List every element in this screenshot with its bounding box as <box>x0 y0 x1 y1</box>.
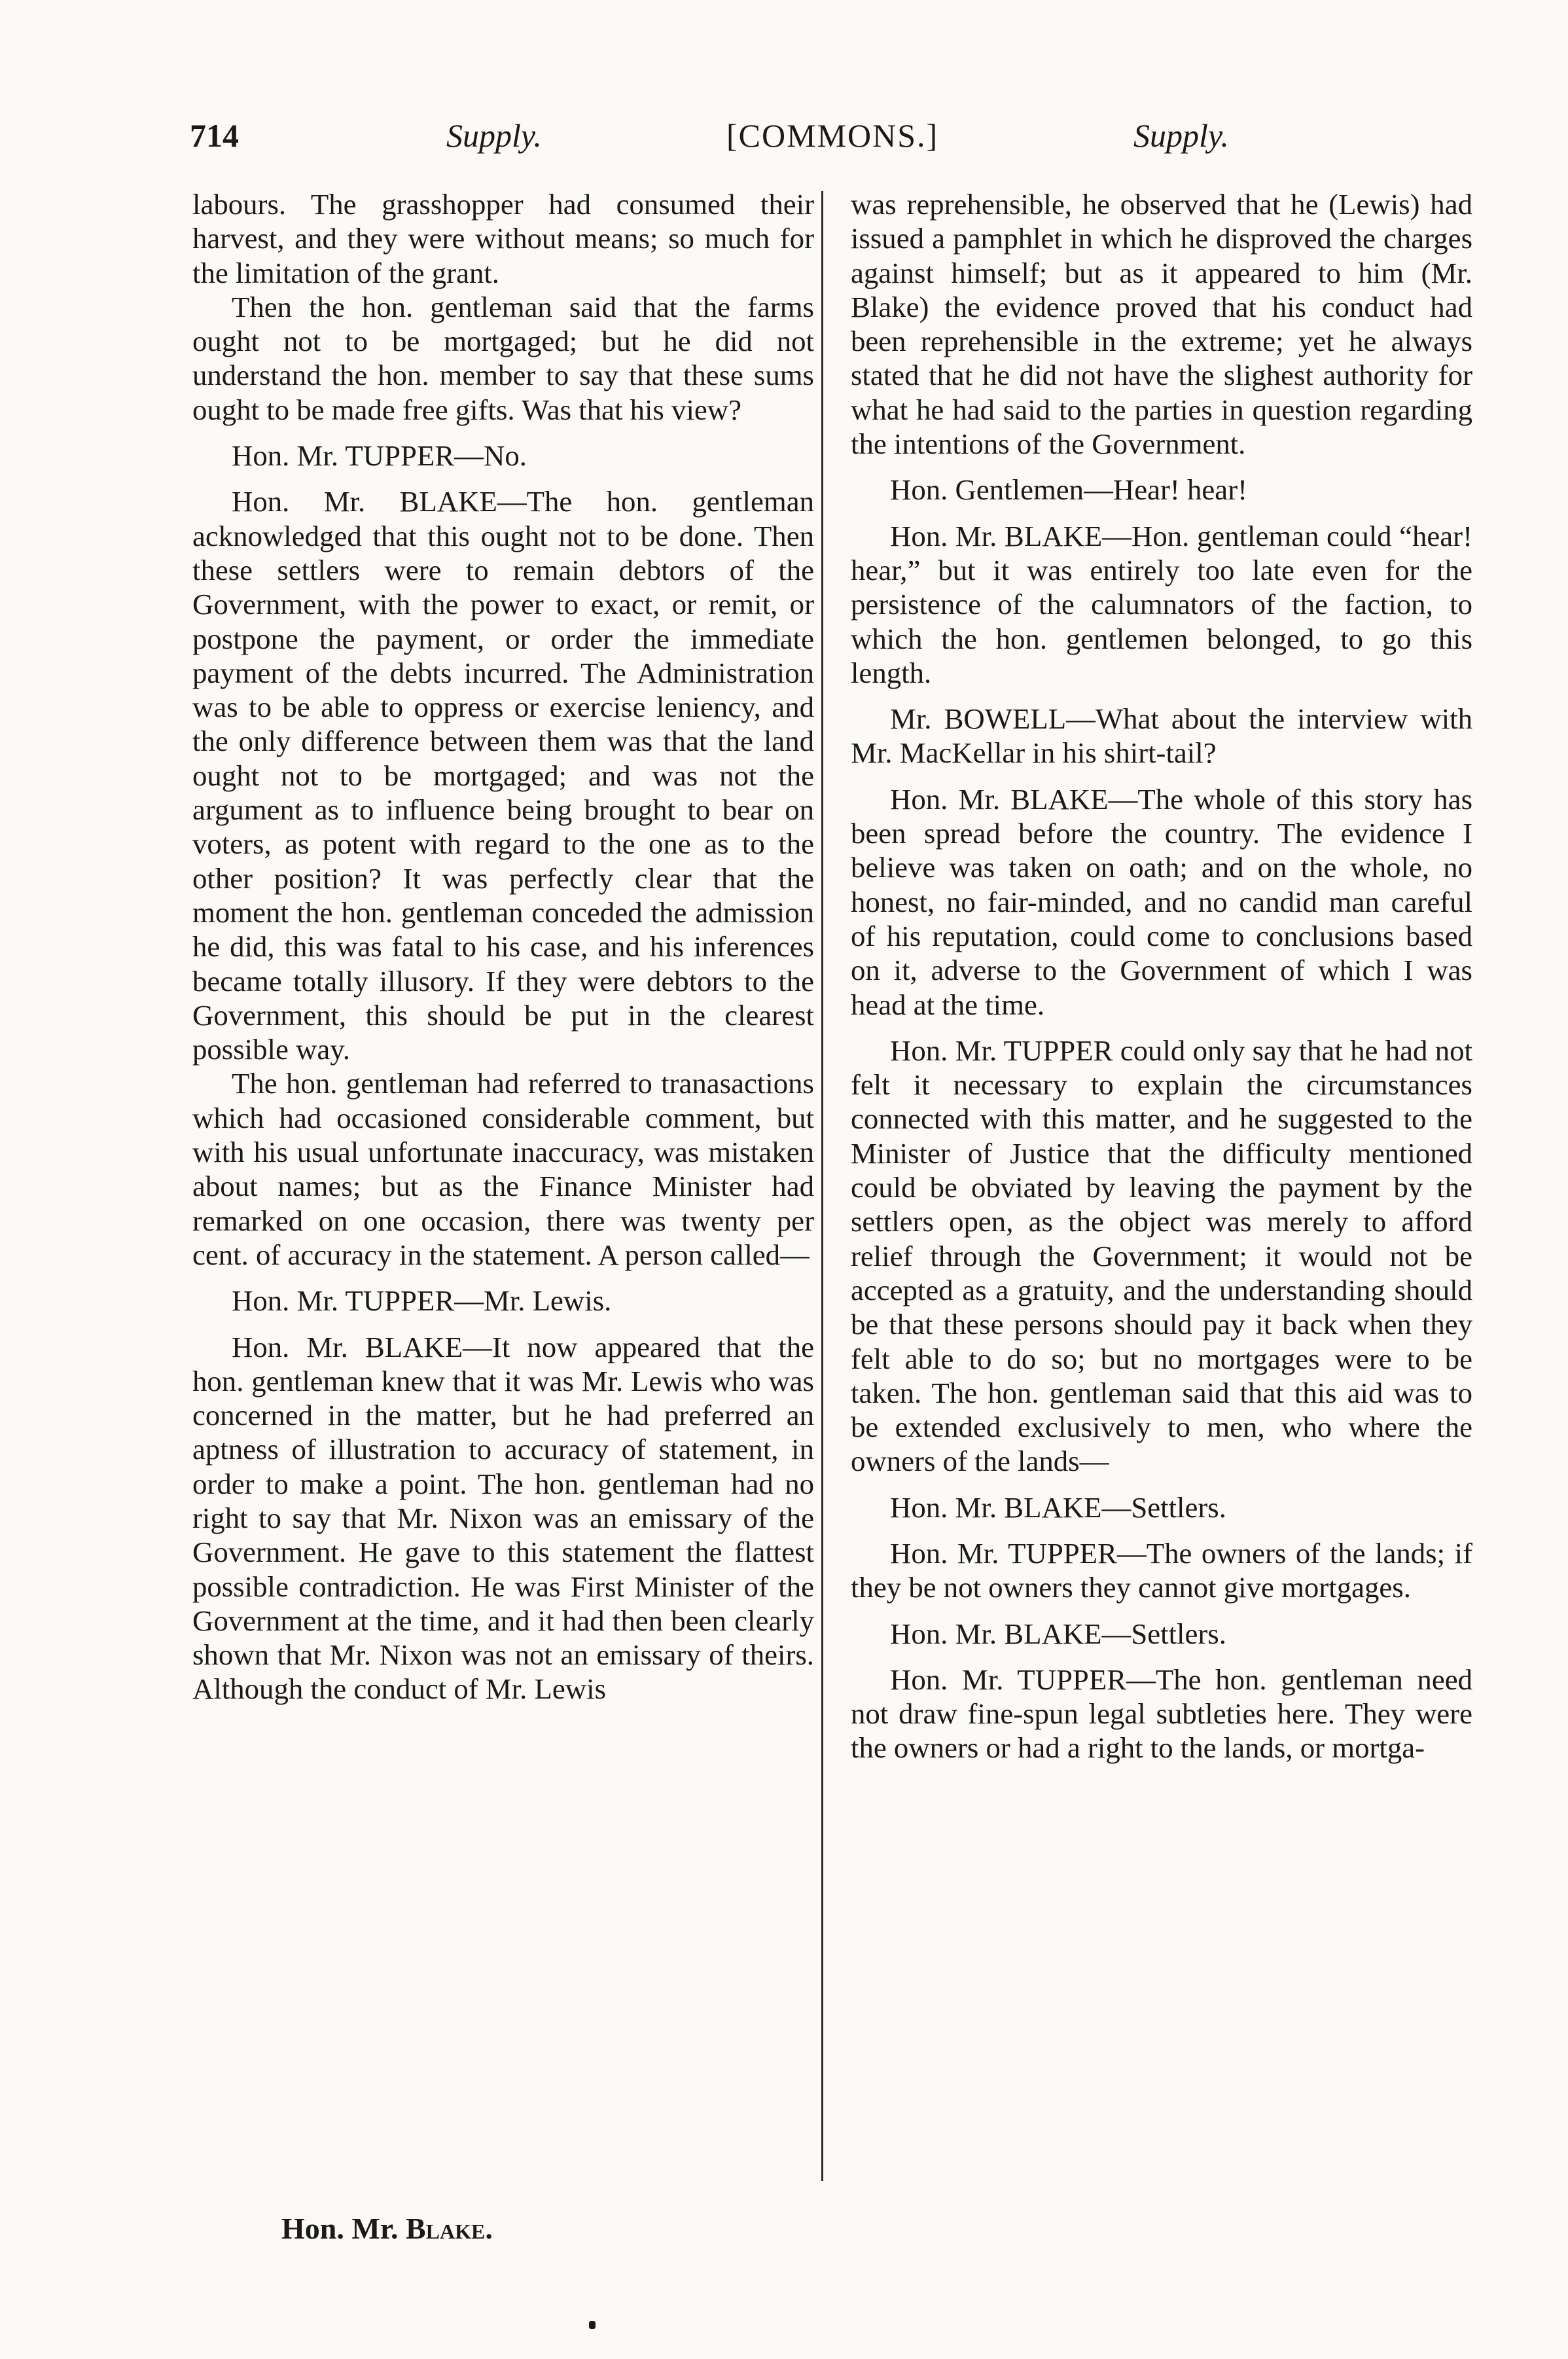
paragraph: Then the hon. gentleman said that the farms ought not to be mortgaged; but he did not understand the hon. member to say that these sums ought to be made free gifts. Was that his view? <box>192 290 814 426</box>
paragraph: Hon. Mr. BLAKE—The hon. gentleman acknowledged that this ought not to be done. Then these settlers were to remain debtors of the Government, with the power to exact, or remit, or postpone the payment, or order the immediate payment of the debts incurred. The Administration was to be able to oppress or exercise leniency, and the only difference between them was that the land ought not to be mortgaged; and was not the argument as to influence being brought to bear on voters, as potent with regard to the one as to the other position? It was perfectly clear that the moment the hon. gentleman conceded the admission he did, this was fatal to his case, and his inferences became totally illusory. If they were debtors to the Government, this should be put in the clearest possible way. <box>192 485 814 1066</box>
paragraph: Hon. Mr. TUPPER—Mr. Lewis. <box>232 1284 612 1318</box>
left-column <box>192 187 814 1718</box>
running-header <box>190 117 1328 169</box>
paragraph: was reprehensible, he observed that he (Lewis) had issued a pamphlet in which he disproved the charges against himself; but as it appeared to him (Mr. Blake) the evidence proved that his conduct had been reprehensible in the extreme; yet he always stated that he did not have the slighest authority for what he had said to the parties in question regarding the intentions of the Government. <box>851 188 1472 461</box>
footer-speaker-signature <box>281 2211 493 2246</box>
paragraph: Hon. Mr. BLAKE—The whole of this story has been spread before the country. The evidence I believe was taken on oath; and on the whole, no honest, no fair-minded, and no candid man careful of his reputation, could come to conclusions based on it, adverse to the Government of which I was head at the time. <box>851 782 1472 1021</box>
header-right-title: Supply. <box>1133 117 1229 154</box>
header-center-title: [COMMONS.] <box>726 117 939 154</box>
paragraph: Hon. Mr. BLAKE—Settlers. <box>890 1617 1226 1650</box>
footer-name: Blake. <box>405 2212 493 2245</box>
page-number: 714 <box>190 117 239 154</box>
paragraph: Mr. BOWELL—What about the interview with Mr. MacKellar in his shirt-tail? <box>851 702 1472 770</box>
paragraph: The hon. gentleman had referred to tranasactions which had occasioned considerable comment, but with his usual unfortunate inaccuracy, was mistaken about names; but as the Finance Minister had remarked on one occasion, there was twenty per cent. of accuracy in the statement. A person called— <box>192 1067 814 1271</box>
paragraph: Hon. Mr. TUPPER could only say that he had not felt it necessary to explain the circumstances connected with this matter, and he suggested to the Minister of Justice that the difficulty mentioned could be obviated by leaving the payment by the settlers open, as the object was merely to afford relief through the Government; it would not be accepted as a gratuity, and the understanding should be that these persons should pay it back when they felt able to do so; but no mortgages were to be taken. The hon. gentleman said that this aid was to be extended exclusively to men, who where the owners of the lands— <box>851 1034 1472 1478</box>
right-column <box>851 187 1472 1777</box>
printer-mark <box>589 2321 596 2329</box>
column-divider <box>821 191 823 2181</box>
paragraph: Hon. Mr. TUPPER—The hon. gentleman need not draw fine-spun legal subtleties here. They were the owners or had a right to the lands, or mortga- <box>851 1663 1472 1765</box>
paragraph: Hon. Mr. TUPPER—No. <box>232 439 527 473</box>
paragraph: Hon. Mr. BLAKE—Hon. gentleman could “hear! hear,” but it was entirely too late even for the persistence of the calumnators of the faction, to which the hon. gentlemen belonged, to go this length. <box>851 519 1472 689</box>
paragraph: Hon. Mr. BLAKE—Settlers. <box>890 1490 1226 1524</box>
paragraph: labours. The grasshopper had consumed their harvest, and they were without means; so much for the limitation of the grant. <box>192 188 814 289</box>
paragraph: Hon. Mr. BLAKE—It now appeared that the hon. gentleman knew that it was Mr. Lewis who was concerned in the matter, but he had preferred an aptness of illustration to accuracy of statement, in order to make a point. The hon. gentleman had no right to say that Mr. Nixon was an emissary of the Government. He gave to this statement the flattest possible contradiction. He was First Minister of the Government at the time, and it had then been clearly shown that Mr. Nixon was not an emissary of theirs. Although the conduct of Mr. Lewis <box>192 1330 814 1706</box>
paragraph: Hon. Gentlemen—Hear! hear! <box>890 473 1248 507</box>
header-left-title: Supply. <box>446 117 542 154</box>
paragraph: Hon. Mr. TUPPER—The owners of the lands; if they be not owners they cannot give mortgages. <box>851 1536 1472 1604</box>
footer-prefix: Hon. Mr. <box>281 2212 406 2245</box>
